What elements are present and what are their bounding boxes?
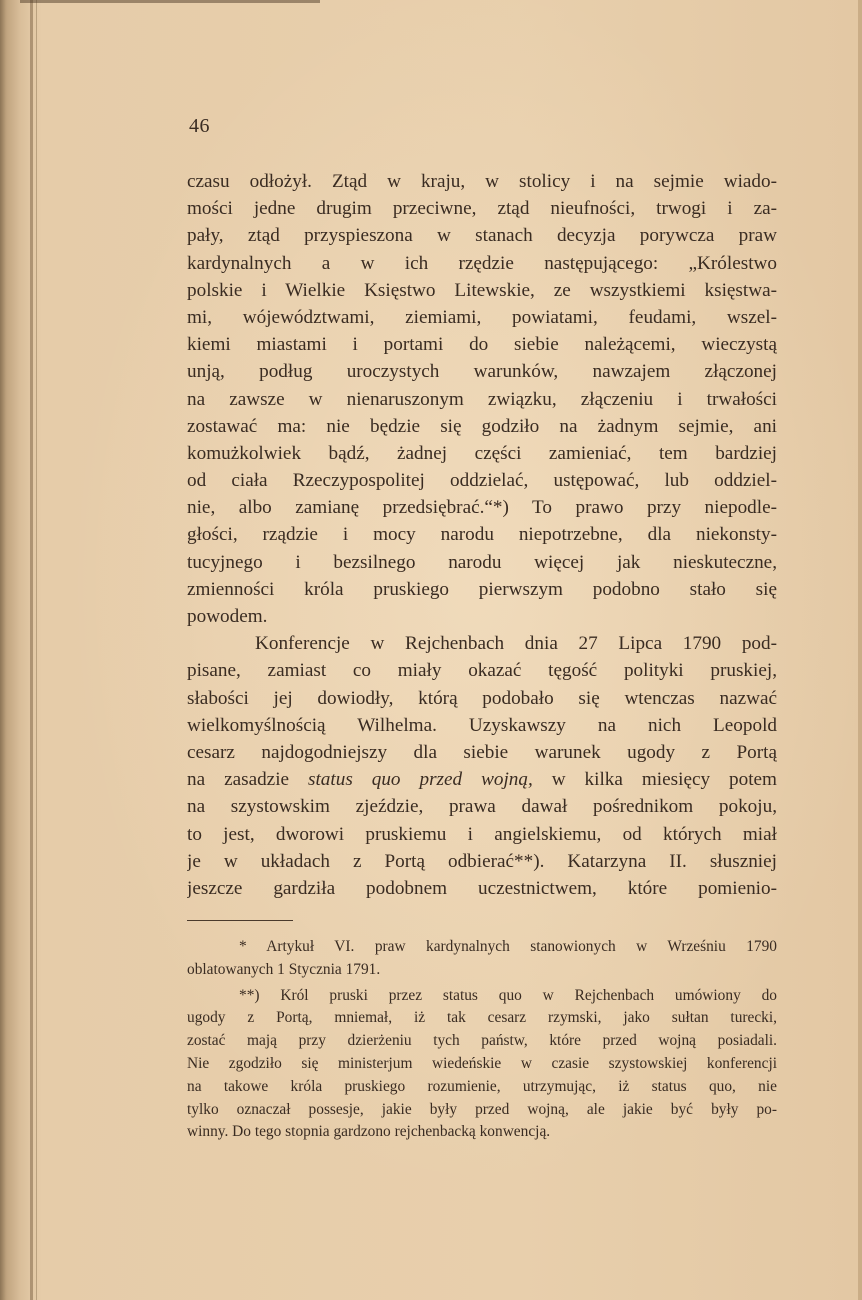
- text-line: cesarz najdogodniejszy dla siebie warunek ugody z Portą: [187, 741, 777, 763]
- text-line: zostawać ma: nie będzie się godziło na żadnym sejmie, ani: [187, 415, 777, 437]
- page-number: 46: [189, 115, 210, 137]
- footnote-line: Nie zgodziło się ministerjum wiedeńskie w czasie szystowskiej konferencji: [187, 1054, 777, 1072]
- text-line: pisane, zamiast co miały okazać tęgość polityki pruskiej,: [187, 660, 777, 682]
- text-line: powodem.: [187, 606, 268, 627]
- page-right-edge: [858, 0, 862, 1300]
- footnote-line: * Artykuł VI. praw kardynalnych stanowionych w Wrześniu 1790: [239, 938, 777, 955]
- text-line-with-italic: [187, 766, 777, 793]
- italic-phrase: status quo przed wojną,: [308, 769, 533, 791]
- text-line: jeszcze gardziła podobnem uczestnictwem, które pomienio-: [187, 877, 777, 899]
- text-segment: w kilka miesięcy potem: [532, 769, 777, 791]
- text-line: słabości jej dowiodły, którą podobało się wtenczas nazwać: [187, 687, 777, 709]
- footnote-line: oblatowanych 1 Stycznia 1791.: [187, 960, 381, 978]
- text-line: to jest, dworowi pruskiemu i angielskiemu, od których miał: [187, 823, 777, 845]
- text-line: od ciała Rzeczypospolitej oddzielać, ustępować, lub oddziel-: [187, 470, 777, 492]
- text-line: wielkomyślnością Wilhelma. Uzyskawszy na nich Leopold: [187, 714, 777, 736]
- text-line: głości, rządzie i mocy narodu niepotrzebne, dla niekonsty-: [187, 524, 777, 546]
- text-segment: na zasadzie: [187, 769, 308, 791]
- text-line: polskie i Wielkie Księstwo Litewskie, ze wszystkiemi księstwa-: [187, 279, 777, 301]
- text-line: mości jedne drugim przeciwne, ztąd nieufności, trwogi i za-: [187, 198, 777, 220]
- page-top-edge: [20, 0, 320, 3]
- text-line: tucyjnego i bezsilnego narodu więcej jak nieskuteczne,: [187, 551, 777, 573]
- footnote-line: na takowe króla pruskiego rozumienie, utrzymując, iż status quo, nie: [187, 1077, 777, 1095]
- footnote-line: tylko oznaczał possesje, jakie były przed wojną, ale jakie być były po-: [187, 1100, 777, 1118]
- text-line: zmienności króla pruskiego pierwszym podobno stało się: [187, 578, 777, 600]
- text-line: na szystowskim zjeździe, prawa dawał pośrednikom pokoju,: [187, 796, 777, 818]
- text-line: kardynalnych a w ich rzędzie następującego: „Królestwo: [187, 252, 777, 274]
- text-line: komużkolwiek bądź, żadnej części zamieniać, tem bardziej: [187, 442, 777, 464]
- text-line: pały, ztąd przyspieszona w stanach decyzja porywcza praw: [187, 225, 777, 247]
- text-line: czasu odłożył. Ztąd w kraju, w stolicy i na sejmie wiado-: [187, 171, 777, 192]
- spine-edge: [30, 0, 33, 1300]
- spine-edge-inner: [36, 0, 37, 1300]
- footnote-line: ugody z Portą, mniemał, iż tak cesarz rzymski, jako sułtan turecki,: [187, 1009, 777, 1027]
- paragraph-first-line: Konferencje w Rejchenbach dnia 27 Lipca 1790 pod-: [255, 633, 777, 655]
- text-line: je w układach z Portą odbierać**). Katarzyna II. słuszniej: [187, 850, 777, 872]
- footnotes: [187, 936, 777, 1144]
- footnote-line: **) Król pruski przez status quo w Rejchenbach umówiony do: [239, 986, 777, 1004]
- text-line: unją, podług uroczystych warunków, nawzajem złączonej: [187, 361, 777, 383]
- footnote-line: zostać mają przy dzierżeniu tych państw, które przed wojną posiadali.: [187, 1032, 777, 1050]
- main-text: [187, 168, 777, 902]
- text-line: nie, albo zamianę przedsiębrać.“*) To prawo przy niepodle-: [187, 497, 777, 519]
- text-line: na zawsze w nienaruszonym związku, złączeniu i trwałości: [187, 388, 777, 410]
- text-line: mi, wójewództwami, ziemiami, powiatami, feudami, wszel-: [187, 306, 777, 328]
- text-line: kiemi miastami i portami do siebie należącemi, wieczystą: [187, 334, 777, 356]
- footnote-line: winny. Do tego stopnia gardzono rejchenbacką konwencją.: [187, 1123, 551, 1141]
- footnote-divider: [187, 920, 293, 921]
